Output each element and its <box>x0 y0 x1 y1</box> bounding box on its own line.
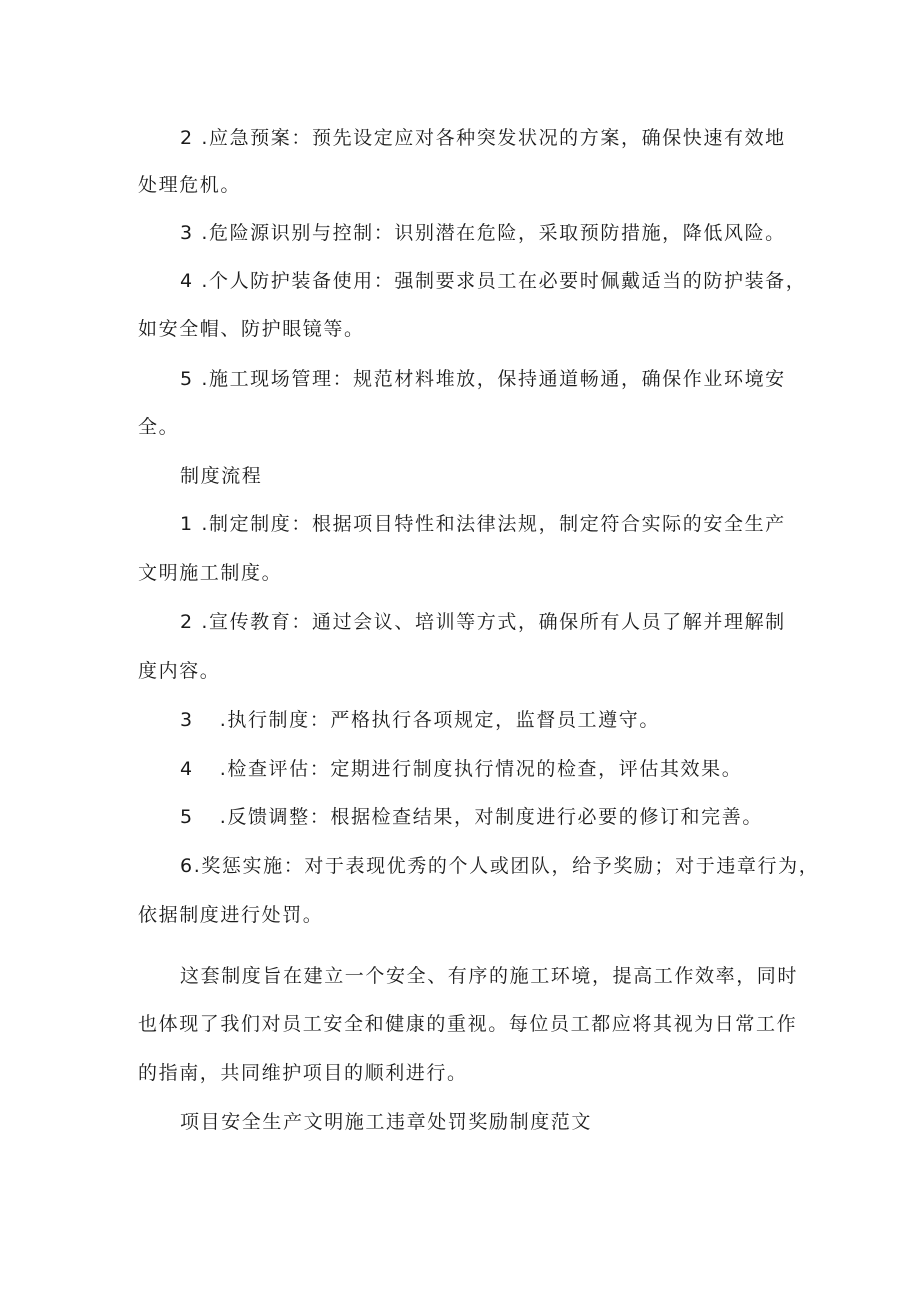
document-title-next: 项目安全生产文明施工违章处罚奖励制度范文 <box>180 1111 593 1133</box>
summary-line-2: 也体现了我们对员工安全和健康的重视。每位员工都应将其视为日常工作 <box>138 1013 798 1035</box>
process-4-number: 4 <box>180 758 194 780</box>
process-2-education: 2 .宣传教育：通过会议、培训等方式，确保所有人员了解并理解制 <box>180 611 786 633</box>
process-3-execute <box>180 707 660 733</box>
item-4-protective-equipment: 4 .个人防护装备使用：强制要求员工在必要时佩戴适当的防护装备， <box>180 270 807 292</box>
item-4-continuation: 如安全帽、防护眼镜等。 <box>138 318 365 340</box>
item-5-continuation: 全。 <box>138 416 180 438</box>
process-5-feedback <box>180 804 763 830</box>
process-3-number: 3 <box>180 709 194 731</box>
item-5-site-management: 5 .施工现场管理：规范材料堆放，保持通道畅通，确保作业环境安 <box>180 368 786 390</box>
process-5-number: 5 <box>180 806 194 828</box>
process-4-inspect <box>180 756 742 782</box>
process-4-text: .检查评估：定期进行制度执行情况的检查，评估其效果。 <box>219 758 743 780</box>
section-heading-process: 制度流程 <box>180 465 263 487</box>
process-6-continuation: 依据制度进行处罚。 <box>138 904 324 926</box>
item-3-hazard-control: 3 .危险源识别与控制：识别潜在危险，采取预防措施，降低风险。 <box>180 222 786 244</box>
process-3-text: .执行制度：严格执行各项规定，监督员工遵守。 <box>219 709 660 731</box>
process-1-formulate: 1 .制定制度：根据项目特性和法律法规，制定符合实际的安全生产 <box>180 513 786 535</box>
summary-line-1: 这套制度旨在建立一个安全、有序的施工环境，提高工作效率，同时 <box>180 965 799 987</box>
item-2-emergency-plan: 2 .应急预案：预先设定应对各种突发状况的方案，确保快速有效地 <box>180 127 786 149</box>
process-2-continuation: 度内容。 <box>138 660 221 682</box>
process-5-text: .反馈调整：根据检查结果，对制度进行必要的修订和完善。 <box>219 806 763 828</box>
process-1-continuation: 文明施工制度。 <box>138 562 283 584</box>
process-6-rewards: 6.奖惩实施：对于表现优秀的个人或团队，给予奖励；对于违章行为， <box>180 855 820 877</box>
summary-line-3: 的指南，共同维护项目的顺利进行。 <box>138 1062 468 1084</box>
item-2-continuation: 处理危机。 <box>138 174 242 196</box>
